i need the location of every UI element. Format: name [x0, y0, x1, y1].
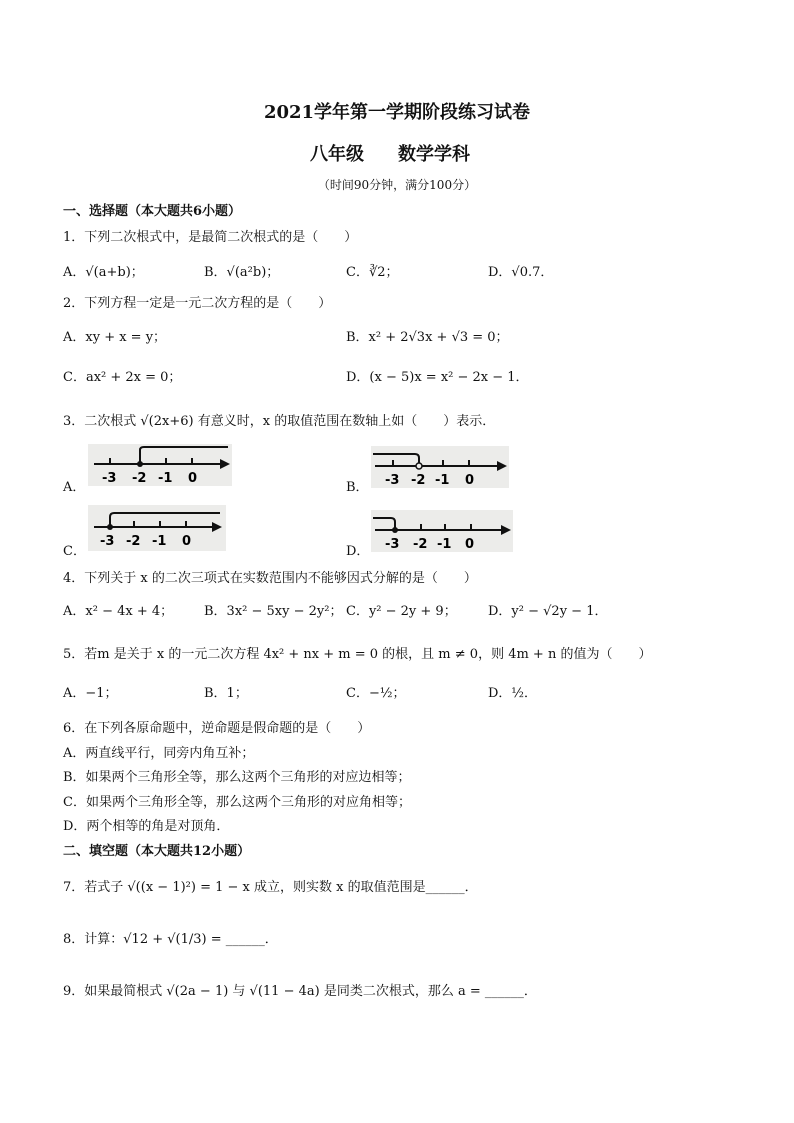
- tick-label: -1: [158, 471, 173, 486]
- tick-label: -3: [385, 473, 400, 488]
- q5-stem: 5．若m 是关于 x 的一元二次方程 4x² + nx + m = 0 的根，且 m ≠ 0，则 4m + n 的值为（ ）: [63, 647, 652, 662]
- q6-stem: 6．在下列各原命题中，逆命题是假命题的是（ ）: [63, 721, 371, 736]
- exam-title: 2021学年第一学期阶段练习试卷: [263, 102, 531, 123]
- q6-option-d: D．两个相等的角是对顶角．: [63, 819, 230, 834]
- tick-label: 0: [465, 537, 475, 552]
- tick-label: -2: [411, 473, 426, 488]
- section1-heading: 一、选择题（本大题共6小题）: [63, 204, 242, 219]
- q4-stem: 4．下列关于 x 的二次三项式在实数范围内不能够因式分解的是（ ）: [63, 571, 477, 586]
- tick-label: -2: [132, 471, 147, 486]
- q3-numberline-a: [88, 444, 232, 486]
- q3-numberline-b: [371, 446, 509, 488]
- q5-option-a: A．−1；: [63, 686, 118, 701]
- tick-label: -3: [100, 534, 115, 549]
- q9-stem: 9．如果最简根式 √(2a − 1) 与 √(11 − 4a) 是同类二次根式，那么 a = ______．: [63, 984, 537, 999]
- q4-option-d: D．y² − √2y − 1．: [488, 604, 608, 619]
- section2-heading: 二、填空题（本大题共12小题）: [63, 844, 251, 859]
- q1-option-a: A．√(a+b)；: [63, 265, 144, 280]
- q3-option-a-label: A．: [63, 480, 86, 495]
- q4-option-a: A．x² − 4x + 4；: [63, 604, 174, 619]
- q3-option-d-label: D．: [346, 544, 370, 559]
- q6-option-b: B．如果两个三角形全等，那么这两个三角形的对应边相等；: [63, 770, 411, 785]
- q3-numberline-d: [371, 510, 513, 552]
- q3-stem: 3．二次根式 √(2x+6) 有意义时，x 的取值范围在数轴上如（ ）表示．: [63, 414, 496, 429]
- q2-option-c: C．ax² + 2x = 0；: [63, 370, 182, 385]
- tick-label: 0: [188, 471, 198, 486]
- q6-option-a: A．两直线平行，同旁内角互补；: [63, 746, 255, 761]
- subject-label: 数学学科: [398, 144, 470, 165]
- q4-option-b: B．3x² − 5xy − 2y²；: [204, 604, 343, 619]
- q1-stem: 1．下列二次根式中，是最简二次根式的是（ ）: [63, 230, 358, 245]
- q3-numberline-c: [88, 505, 226, 551]
- q3-option-b-label: B．: [346, 480, 369, 495]
- tick-label: -2: [126, 534, 141, 549]
- q2-option-b: B．x² + 2√3x + √3 = 0；: [346, 330, 509, 345]
- tick-label: 0: [465, 473, 475, 488]
- q5-option-b: B．1；: [204, 686, 248, 701]
- q4-option-c: C．y² − 2y + 9；: [346, 604, 457, 619]
- q5-option-c: C．−½；: [346, 686, 406, 701]
- tick-label: -1: [437, 537, 452, 552]
- q6-option-c: C．如果两个三角形全等，那么这两个三角形的对应角相等；: [63, 795, 411, 810]
- q2-option-a: A．xy + x = y；: [63, 330, 167, 345]
- q8-stem: 8．计算：√12 + √(1/3) = ______．: [63, 932, 278, 947]
- tick-label: -2: [413, 537, 428, 552]
- exam-note: （时间90分钟，满分100分）: [317, 178, 477, 192]
- q2-option-d: D．(x − 5)x = x² − 2x − 1．: [346, 370, 529, 385]
- tick-label: -1: [152, 534, 167, 549]
- q1-option-c: C．∛2；: [346, 265, 399, 280]
- tick-label: 0: [182, 534, 192, 549]
- q1-option-d: D．√0.7．: [488, 265, 554, 280]
- q5-option-d: D．½．: [488, 686, 538, 701]
- q2-stem: 2．下列方程一定是一元二次方程的是（ ）: [63, 296, 332, 311]
- q7-stem: 7．若式子 √((x − 1)²) = 1 − x 成立，则实数 x 的取值范围是______．: [63, 880, 478, 895]
- tick-label: -3: [102, 471, 117, 486]
- tick-label: -3: [385, 537, 400, 552]
- q3-option-c-label: C．: [63, 544, 86, 559]
- tick-label: -1: [435, 473, 450, 488]
- q1-option-b: B．√(a²b)；: [204, 265, 280, 280]
- grade-label: 八年级: [310, 144, 364, 165]
